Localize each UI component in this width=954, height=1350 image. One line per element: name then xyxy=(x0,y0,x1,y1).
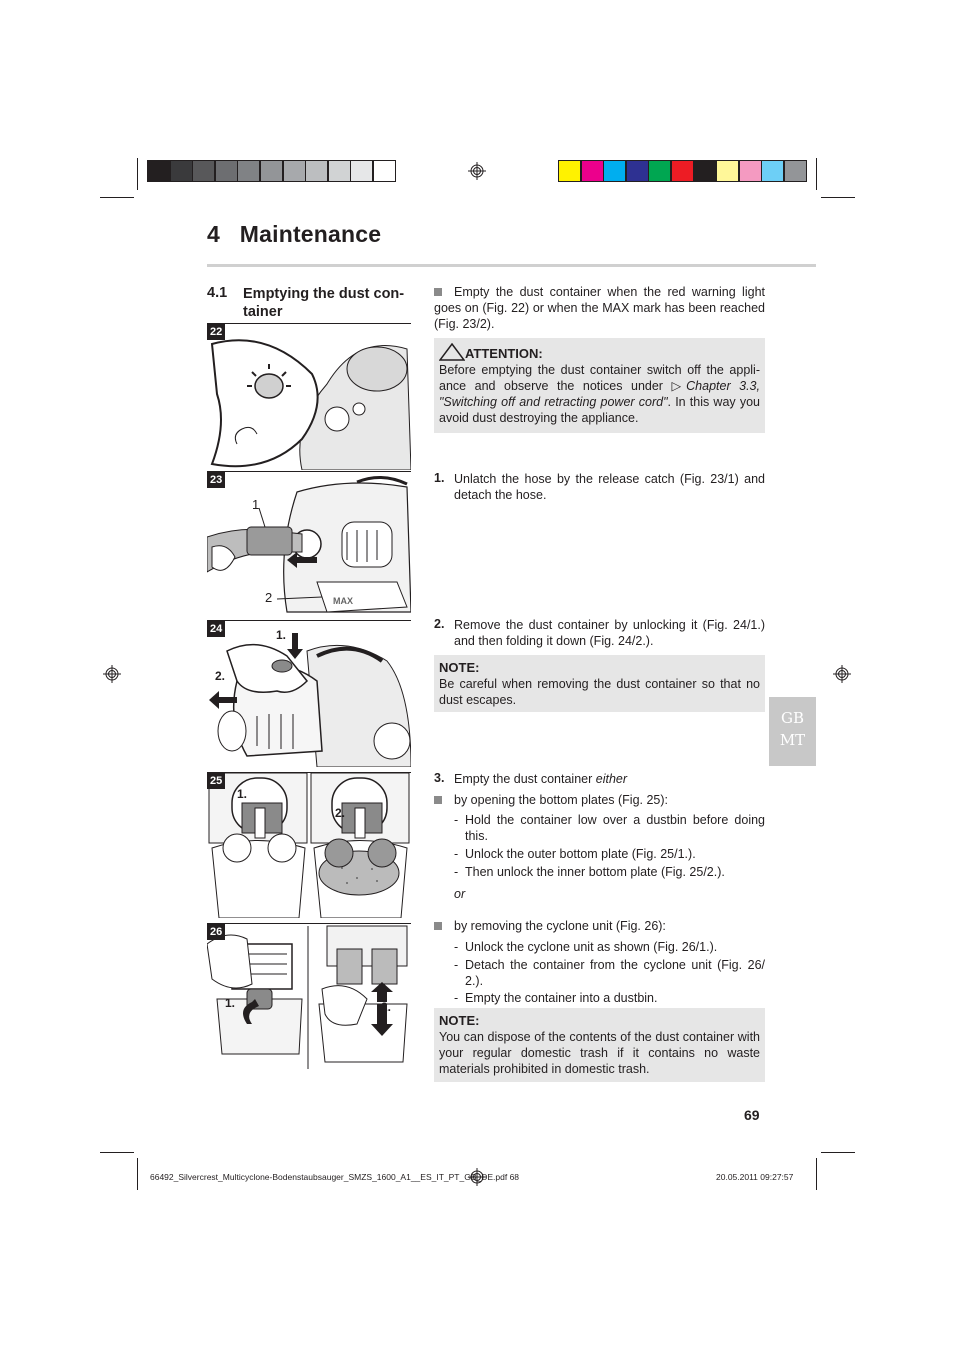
color-swatch xyxy=(603,160,626,182)
step-3-italic: either xyxy=(595,772,628,786)
step-number: 2. xyxy=(434,617,445,631)
warning-triangle-icon xyxy=(439,343,465,361)
registration-mark-icon xyxy=(468,162,486,180)
option-b-item: Empty the container into a dustbin. xyxy=(465,991,658,1005)
option-b-text: by removing the cyclone unit (Fig. 26): xyxy=(454,919,666,933)
crop-mark xyxy=(137,1158,138,1190)
callout-label: 1. xyxy=(237,787,248,801)
color-swatch xyxy=(694,160,717,182)
option-b-item: Detach the container from the cyclone unit (Fig. 26/ 2.). xyxy=(465,958,765,988)
dash-marker: - xyxy=(454,940,459,954)
callout-label: 1. xyxy=(225,996,236,1010)
figure-number: 25 xyxy=(207,773,225,789)
figure-number: 23 xyxy=(207,472,225,488)
note-box xyxy=(434,1008,765,1082)
registration-mark-icon xyxy=(833,665,851,683)
option-a-item: Then unlock the inner bottom plate (Fig. 25/2.). xyxy=(465,865,725,879)
color-swatch xyxy=(283,160,306,182)
color-swatch xyxy=(581,160,604,182)
figure-26 xyxy=(207,923,411,1069)
color-swatch xyxy=(761,160,784,182)
attention-heading-text: ATTENTION: xyxy=(465,346,543,361)
color-swatch xyxy=(373,160,396,182)
step-number: 1. xyxy=(434,471,445,485)
figure-24 xyxy=(207,620,411,767)
arrow-icon: ▷ xyxy=(671,379,687,393)
footer-filename: 66492_Silvercrest_Multicyclone-Bodenstaubsauger_SMZS_1600_A1__ES_IT_PT_GB_DE.pdf 68 xyxy=(150,1172,520,1182)
dash-marker: - xyxy=(454,847,459,861)
color-swatch xyxy=(147,160,170,182)
crop-mark xyxy=(816,158,817,190)
bullet-square xyxy=(434,796,442,804)
max-mark-label: MAX xyxy=(333,596,353,606)
step-3-text-part: Empty the dust container xyxy=(454,772,596,786)
crop-mark xyxy=(816,1158,817,1190)
attention-text-part: Before emptying the dust container switch off the appli-ance and observe the notices under xyxy=(439,363,760,393)
figure-number: 26 xyxy=(207,924,225,940)
language-tab-line: MT xyxy=(779,731,806,749)
color-swatch xyxy=(305,160,328,182)
option-a-item: Unlock the outer bottom plate (Fig. 25/1.). xyxy=(465,847,696,861)
callout-label: 2. xyxy=(335,806,346,820)
intro-paragraph: Empty the dust container when the red warning light goes on (Fig. 22) or when the MAX mark has been reached (Fig. 23/2). xyxy=(434,285,765,331)
step-3-text xyxy=(454,771,765,787)
figure-22 xyxy=(207,323,411,470)
figure-22-illustration xyxy=(207,324,411,470)
bullet-square xyxy=(434,922,442,930)
color-swatch xyxy=(192,160,215,182)
title-rule xyxy=(207,264,816,267)
color-swatch xyxy=(170,160,193,182)
color-swatch xyxy=(350,160,373,182)
color-swatch xyxy=(328,160,351,182)
chapter-reference-link[interactable]: Chapter 3.3, "Switching off and retracting power cord" xyxy=(439,379,760,409)
callout-label: 2. xyxy=(215,669,226,683)
callout-label: 1. xyxy=(276,628,287,642)
crop-mark xyxy=(100,197,134,198)
or-text: or xyxy=(454,887,466,901)
attention-heading xyxy=(439,343,760,362)
callout-label: 1 xyxy=(252,497,260,512)
crop-mark xyxy=(100,1152,134,1153)
figure-number: 24 xyxy=(207,621,225,637)
section-title: Emptying the dust con-tainer xyxy=(243,286,405,320)
option-a-item: Hold the container low over a dustbin before doing this. xyxy=(465,813,765,843)
figure-26-illustration xyxy=(207,924,411,1069)
page-number: 69 xyxy=(744,1107,760,1123)
attention-text-part: . In this way you avoid dust destroying the appliance. xyxy=(439,395,761,425)
step-2-text: Remove the dust container by unlocking it (Fig. 24/1.) and then folding it down (Fig. 24/2.). xyxy=(454,618,765,648)
callout-label: 2. xyxy=(381,1000,392,1014)
color-swatch xyxy=(626,160,649,182)
dash-marker: - xyxy=(454,958,459,972)
figure-23 xyxy=(207,471,411,618)
note-box xyxy=(434,655,765,712)
dash-marker: - xyxy=(454,813,459,827)
attention-box xyxy=(434,338,765,433)
registration-mark-icon xyxy=(103,665,121,683)
note-heading: NOTE: xyxy=(439,660,480,675)
crop-mark xyxy=(821,197,855,198)
step-number: 3. xyxy=(434,771,445,785)
color-swatch xyxy=(215,160,238,182)
color-swatch xyxy=(784,160,807,182)
color-swatch xyxy=(558,160,581,182)
crop-mark xyxy=(137,158,138,190)
color-swatch xyxy=(739,160,762,182)
color-swatch xyxy=(237,160,260,182)
callout-label: 2 xyxy=(265,590,273,605)
note-text: Be careful when removing the dust container so that no dust escapes. xyxy=(439,677,760,707)
note-heading: NOTE: xyxy=(439,1013,480,1028)
crop-mark xyxy=(821,1152,855,1153)
footer-timestamp: 20.05.2011 09:27:57 xyxy=(716,1172,794,1182)
figure-23-illustration xyxy=(207,472,411,618)
option-a-text: by opening the bottom plates (Fig. 25): xyxy=(454,793,669,807)
color-swatch xyxy=(648,160,671,182)
color-swatch xyxy=(716,160,739,182)
step-1-text: Unlatch the hose by the release catch (Fig. 23/1) and detach the hose. xyxy=(454,472,765,502)
figure-number: 22 xyxy=(207,324,225,340)
section-number: 4.1 xyxy=(207,285,228,301)
language-tab-line: GB xyxy=(780,709,804,727)
figure-24-illustration xyxy=(207,621,411,767)
color-swatch xyxy=(671,160,694,182)
dash-marker: - xyxy=(454,991,459,1005)
language-tab xyxy=(769,697,816,766)
color-swatch xyxy=(260,160,283,182)
option-b-item: Unlock the cyclone unit as shown (Fig. 26/1.). xyxy=(465,940,718,954)
dash-marker: - xyxy=(454,865,459,879)
note-text: You can dispose of the contents of the dust container with your regular domestic trash if it contains no waste materials prohibited in domestic trash. xyxy=(439,1030,760,1076)
figure-25 xyxy=(207,772,411,918)
page-title: 4 Maintenance xyxy=(207,221,382,247)
attention-text xyxy=(439,362,760,426)
